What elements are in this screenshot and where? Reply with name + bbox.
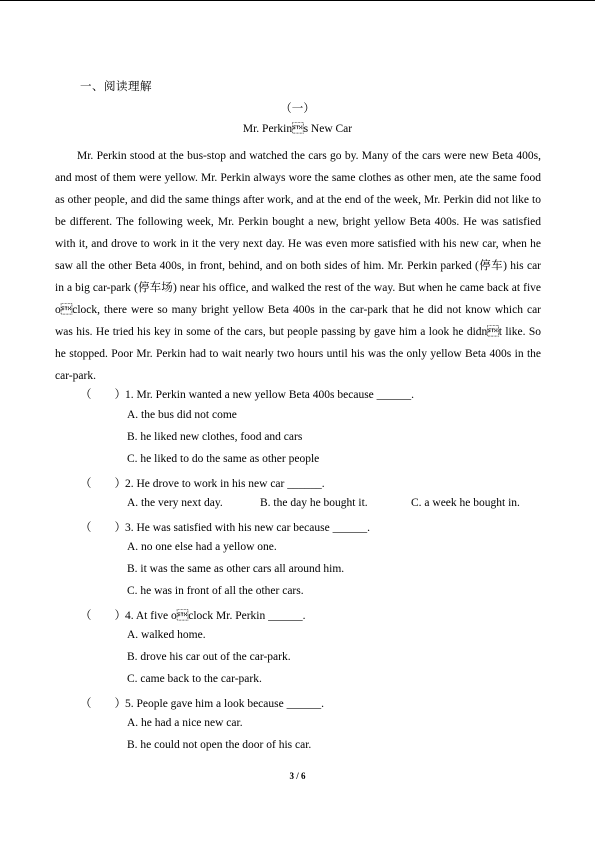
option: C. came back to the car-park. [127,673,262,685]
question-4 [80,607,305,623]
option: C. he liked to do the same as other people [127,453,320,465]
option: A. he had a nice new car. [127,717,243,729]
option: B. he could not open the door of his car. [127,739,312,751]
page-number: 3 / 6 [289,771,306,781]
option: A. the bus did not come [127,409,237,421]
question-2 [80,475,325,491]
question-1 [80,386,414,402]
option: C. a week he bought in. [411,497,520,509]
option: B. the day he bought it. [260,497,368,509]
passage-body [55,145,541,387]
question-stem: 5. People gave him a look because ______. [125,698,324,710]
answer-blank[interactable]: （ ） [80,389,126,401]
section-number: （一） [280,103,315,115]
answer-blank[interactable]: （ ） [80,478,126,490]
option: C. he was in front of all the other cars. [127,585,304,597]
question-5 [80,695,324,711]
option: B. it was the same as other cars all around him. [127,563,345,575]
passage-title: Mr. Perkins New Car [242,123,353,135]
option: A. no one else had a yellow one. [127,541,277,553]
question-3 [80,519,370,535]
answer-blank[interactable]: （ ） [80,698,126,710]
option: B. drove his car out of the car-park. [127,651,291,663]
question-stem: 3. He was satisfied with his new car because ______. [125,522,370,534]
section-heading: 一、阅读理解 [80,81,152,93]
top-rule [0,0,595,1]
question-stem: 4. At five oclock Mr. Perkin ______. [125,610,306,622]
passage-text: Mr. Perkin stood at the bus-stop and watched the cars go by. Many of the cars were new Beta 400s, and most of them were yellow. Mr. Perkin always wore the same clothes as other men, ate the same food as other people, and did the same things after work, and at the end of the week, Mr. Perkin did not like to be different. The following week, Mr. Perkin bought a new, bright yellow Beta 400s. He was satisfied with it, and drove to work in it the very next day. He was even more satisfied with his new car, when he saw all the other Beta 400s, in front, behind, and on both sides of him. Mr. Perkin parked (停车) his car in a big car-park (停车场) near his office, and walked the rest of the way. But when he came back at five oclock, there were so many bright yellow Beta 400s in the car-park that he did not know which car was his. He tried his key in some of the cars, but people passing by gave him a look he didnt like. So he stopped. Poor Mr. Perkin had to wait nearly two hours until his was the only yellow Beta 400s in the car-park. [55,150,541,382]
answer-blank[interactable]: （ ） [80,522,126,534]
answer-blank[interactable]: （ ） [80,610,126,622]
option: A. walked home. [127,629,206,641]
option: A. the very next day. [127,497,223,509]
option: B. he liked new clothes, food and cars [127,431,303,443]
question-stem: 2. He drove to work in his new car ______. [125,478,325,490]
question-stem: 1. Mr. Perkin wanted a new yellow Beta 400s because ______. [125,389,415,401]
